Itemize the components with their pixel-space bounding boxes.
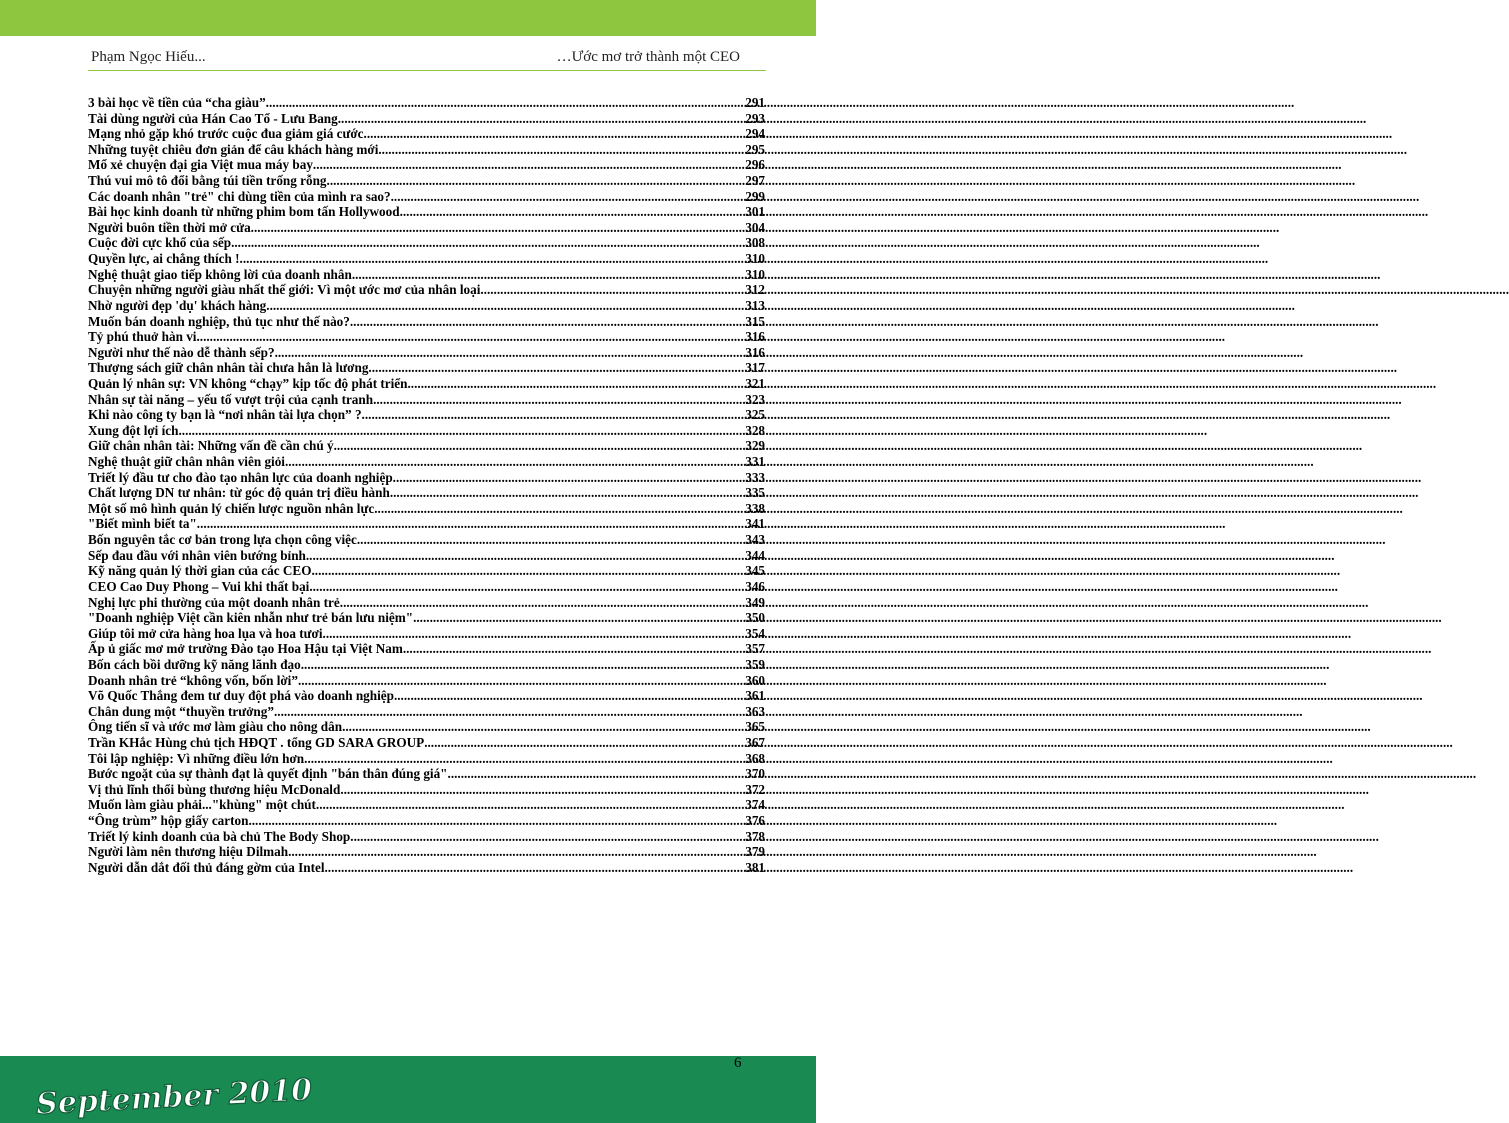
toc-entry-page: 381: [745, 859, 765, 875]
toc-entry[interactable]: [88, 813, 765, 829]
toc-entry[interactable]: [88, 392, 765, 408]
toc-dot-leader: [288, 844, 745, 860]
toc-entry[interactable]: [88, 595, 765, 611]
toc-entry[interactable]: [88, 126, 765, 142]
toc-dot-leader: [327, 173, 746, 189]
toc-entry-title: Khi nào công ty bạn là “nơi nhân tài lựa chọn” ?: [88, 407, 362, 423]
toc-dot-leader: [374, 501, 745, 517]
toc-dot-leader: [357, 532, 745, 548]
toc-dot-leader: [338, 111, 746, 127]
toc-entry-page: 310: [745, 251, 765, 267]
toc-dot-leader: [394, 688, 745, 704]
toc-entry[interactable]: [88, 173, 765, 189]
toc-entry-title: Thượng sách giữ chân nhân tài chưa hẳn là lương: [88, 360, 369, 376]
toc-entry[interactable]: [88, 657, 765, 673]
toc-dot-leader: [334, 438, 746, 454]
toc-entry[interactable]: [88, 673, 765, 689]
toc-entry[interactable]: [88, 844, 765, 860]
toc-entry-title: Ấp ủ giấc mơ mở trường Đào tạo Hoa Hậu tại Việt Nam: [88, 641, 403, 657]
toc-entry-page: 316: [745, 329, 765, 345]
toc-entry-title: Cuộc đời cực khổ của sếp: [88, 235, 232, 251]
toc-entry-page: 370: [745, 766, 765, 782]
toc-dot-leader: [424, 735, 745, 751]
toc-dot-leader: [240, 251, 746, 267]
toc-entry-page: 345: [745, 563, 765, 579]
toc-entry[interactable]: [88, 189, 765, 205]
header-divider: [88, 70, 766, 71]
toc-dot-leader: [400, 204, 746, 220]
toc-dot-leader: [306, 548, 745, 564]
toc-dot-leader: [340, 782, 745, 798]
toc-entry-title: Thú vui mô tô đổi bằng túi tiền trống rỗng: [88, 173, 327, 189]
toc-entry-page: 316: [745, 344, 765, 360]
toc-entry-title: Nghệ thuật giữ chân nhân viên giỏi: [88, 454, 285, 470]
toc-entry[interactable]: [88, 610, 765, 626]
toc-entry-page: 304: [745, 219, 765, 235]
toc-entry[interactable]: [88, 157, 765, 173]
toc-entry-page: 376: [745, 813, 765, 829]
toc-entry[interactable]: [88, 282, 765, 298]
toc-dot-leader: [368, 360, 745, 376]
toc-entry[interactable]: [88, 251, 765, 267]
header-author: Phạm Ngọc Hiếu...: [91, 49, 206, 65]
toc-entry-page: 368: [745, 750, 765, 766]
toc-entry[interactable]: [88, 111, 765, 127]
toc-entry[interactable]: [88, 782, 765, 798]
toc-entry-page: 361: [745, 688, 765, 704]
toc-entry-page: 308: [745, 235, 765, 251]
toc-entry-page: 315: [745, 313, 765, 329]
toc-dot-leader: [196, 329, 745, 345]
toc-entry-page: 349: [745, 594, 765, 610]
toc-entry[interactable]: [88, 95, 765, 111]
toc-entry-title: Sếp đau đầu với nhân viên bướng bỉnh: [88, 547, 306, 563]
toc-entry-page: 321: [745, 375, 765, 391]
toc-dot-leader: [362, 407, 746, 423]
top-color-band: [0, 0, 816, 36]
toc-dot-leader: [364, 126, 746, 142]
toc-entry-title: “Ông trùm” hộp giấy carton: [88, 813, 249, 829]
toc-entry-page: 296: [745, 157, 765, 173]
toc-dot-leader: [231, 235, 745, 251]
toc-entry[interactable]: [88, 751, 765, 767]
toc-entry[interactable]: [88, 579, 765, 595]
toc-entry-page: 360: [745, 672, 765, 688]
toc-entry-title: Vị thủ lĩnh thổi bùng thương hiệu McDonald: [88, 781, 341, 797]
toc-entry-page: 325: [745, 407, 765, 423]
toc-entry-page: 317: [745, 360, 765, 376]
toc-entry-title: Xung đột lợi ích: [88, 422, 179, 438]
toc-entry[interactable]: [88, 485, 765, 501]
toc-entry-title: Trần KHắc Hùng chủ tịch HĐQT . tổng GD SARA GROUP: [88, 734, 425, 750]
toc-entry-title: Triết lý đầu tư cho đào tạo nhân lực của doanh nghiệp: [88, 469, 393, 485]
toc-entry[interactable]: [88, 641, 765, 657]
toc-entry-page: 379: [745, 844, 765, 860]
toc-entry-page: 328: [745, 422, 765, 438]
toc-dot-leader: [352, 267, 745, 283]
toc-entry[interactable]: [88, 532, 765, 548]
toc-entry-title: Bốn cách bồi dưỡng kỹ năng lãnh đạo: [88, 656, 301, 672]
toc-entry[interactable]: [88, 735, 765, 751]
toc-entry-title: "Biết mình biết ta": [88, 516, 197, 532]
toc-dot-leader: [340, 595, 745, 611]
toc-dot-leader: [413, 610, 745, 626]
toc-entry[interactable]: [88, 220, 765, 236]
toc-entry-title: Kỹ năng quản lý thời gian của các CEO: [88, 563, 312, 579]
toc-entry-page: 346: [745, 578, 765, 594]
toc-entry-page: 294: [745, 126, 765, 142]
toc-entry-page: 331: [745, 454, 765, 470]
toc-entry-title: Muốn làm giàu phải..."khùng" một chút: [88, 797, 316, 813]
toc-dot-leader: [285, 454, 745, 470]
toc-dot-leader: [298, 673, 745, 689]
toc-dot-leader: [391, 189, 746, 205]
toc-entry-title: Mổ xẻ chuyện đại gia Việt mua máy bay: [88, 157, 313, 173]
toc-dot-leader: [403, 641, 745, 657]
toc-entry[interactable]: [88, 563, 765, 579]
toc-entry-page: 301: [745, 204, 765, 220]
toc-entry-title: Người dẫn dắt đối thủ đáng gờm của Intel: [88, 859, 325, 875]
toc-entry-page: 363: [745, 703, 765, 719]
toc-entry-title: CEO Cao Duy Phong – Vui khi thất bại: [88, 578, 310, 594]
toc-entry-page: 310: [745, 266, 765, 282]
toc-entry-title: Tỷ phú thuở hàn vi: [88, 329, 197, 345]
toc-entry-page: 297: [745, 173, 765, 189]
toc-entry-title: Muốn bán doanh nghiệp, thủ tục như thế nào?: [88, 313, 350, 329]
toc-dot-leader: [393, 470, 746, 486]
toc-entry-title: Tài dùng người của Hán Cao Tổ - Lưu Bang: [88, 110, 338, 126]
toc-entry-title: Nghị lực phi thường của một doanh nhân trẻ: [88, 594, 340, 610]
toc-dot-leader: [316, 797, 745, 813]
toc-entry[interactable]: [88, 438, 765, 454]
toc-entry[interactable]: [88, 376, 765, 392]
toc-dot-leader: [448, 766, 746, 782]
toc-dot-leader: [378, 142, 745, 158]
toc-entry-title: Nghệ thuật giao tiếp không lời của doanh nhân: [88, 266, 352, 282]
toc-entry-page: 323: [745, 391, 765, 407]
toc-entry[interactable]: [88, 407, 765, 423]
toc-entry-page: 372: [745, 781, 765, 797]
toc-dot-leader: [408, 376, 746, 392]
toc-dot-leader: [323, 626, 746, 642]
header-book-title: …Ước mơ trở thành một CEO: [556, 49, 740, 65]
toc-entry-title: Người làm nên thương hiệu Dilmah: [88, 844, 289, 860]
toc-entry-title: Nhờ người đẹp 'dụ' khách hàng: [88, 297, 267, 313]
toc-entry-title: Doanh nhân trẻ “không vốn, bốn lời”: [88, 672, 298, 688]
toc-entry-page: 313: [745, 297, 765, 313]
toc-entry-page: 291: [745, 95, 765, 110]
toc-entry-title: Các doanh nhân "trẻ" chi dùng tiền của mình ra sao?: [88, 188, 391, 204]
toc-entry-page: 365: [745, 719, 765, 735]
toc-entry[interactable]: [88, 501, 765, 517]
toc-entry[interactable]: [88, 360, 765, 376]
toc-entry-title: Mạng nhỏ gặp khó trước cuộc đua giảm giá cước: [88, 126, 364, 142]
toc-entry[interactable]: [88, 704, 765, 720]
toc-dot-leader: [313, 157, 745, 173]
toc-entry-page: 295: [745, 141, 765, 157]
table-of-contents: [88, 95, 765, 875]
toc-entry[interactable]: [88, 860, 765, 876]
toc-entry-page: 329: [745, 438, 765, 454]
toc-entry-title: Quyền lực, ai chẳng thích !: [88, 251, 240, 267]
toc-entry[interactable]: [88, 719, 765, 735]
toc-entry-title: "Doanh nghiệp Việt cần kiên nhẫn như trẻ bán lưu niệm": [88, 610, 414, 626]
toc-entry-title: Chất lượng DN tư nhân: từ góc độ quản trị điều hành: [88, 485, 390, 501]
toc-entry-page: 367: [745, 734, 765, 750]
toc-entry[interactable]: [88, 298, 765, 314]
toc-entry[interactable]: [88, 688, 765, 704]
toc-entry[interactable]: [88, 829, 765, 845]
toc-entry-page: 293: [745, 110, 765, 126]
toc-entry-title: Võ Quốc Thắng đem tư duy đột phá vào doanh nghiệp: [88, 688, 394, 704]
toc-entry-page: 333: [745, 469, 765, 485]
toc-entry[interactable]: [88, 345, 765, 361]
toc-dot-leader: [325, 860, 746, 876]
toc-entry-title: Chân dung một “thuyền trưởng”: [88, 703, 274, 719]
toc-entry-title: Giữ chân nhân tài: Những vấn đề cần chú ý: [88, 438, 334, 454]
toc-entry-title: Ông tiến sĩ và ước mơ làm giàu cho nông dân: [88, 719, 343, 735]
toc-entry[interactable]: [88, 329, 765, 345]
toc-dot-leader: [275, 345, 746, 361]
page-header: [88, 47, 740, 69]
toc-entry[interactable]: [88, 454, 765, 470]
toc-entry-title: Bốn nguyên tắc cơ bản trong lựa chọn công việc: [88, 532, 357, 548]
toc-entry-title: Bước ngoặt của sự thành đạt là quyết định "bán thân đúng giá": [88, 766, 448, 782]
toc-entry[interactable]: [88, 267, 765, 283]
toc-dot-leader: [178, 423, 745, 439]
september-2010-logo: [32, 1068, 313, 1123]
toc-entry-title: Chuyện những người giàu nhất thế giới: Vì một ước mơ của nhân loại: [88, 282, 481, 298]
toc-entry[interactable]: [88, 204, 765, 220]
toc-entry-page: 378: [745, 828, 765, 844]
toc-entry-title: Người như thế nào dễ thành sếp?: [88, 344, 275, 360]
toc-entry-title: Những tuyệt chiêu đơn giản để câu khách hàng mới: [88, 141, 379, 157]
toc-entry[interactable]: [88, 470, 765, 486]
toc-dot-leader: [304, 751, 745, 767]
toc-entry-page: 341: [745, 516, 765, 532]
toc-entry[interactable]: [88, 766, 765, 782]
toc-entry-title: 3 bài học về tiền của “cha giàu”: [88, 95, 266, 110]
toc-entry-title: Bài học kinh doanh từ những phim bom tấn Hollywood: [88, 204, 400, 220]
toc-entry-page: 357: [745, 641, 765, 657]
svg-text:September 2010: September 2010: [35, 1072, 313, 1123]
toc-entry-title: Người buôn tiền thời mở cửa: [88, 219, 251, 235]
toc-entry[interactable]: [88, 797, 765, 813]
toc-dot-leader: [342, 719, 745, 735]
toc-dot-leader: [373, 392, 745, 408]
toc-entry[interactable]: [88, 626, 765, 642]
toc-entry-title: Một số mô hình quản lý chiến lược nguồn nhân lực: [88, 500, 375, 516]
toc-entry-page: 354: [745, 625, 765, 641]
toc-dot-leader: [248, 813, 745, 829]
toc-dot-leader: [274, 704, 745, 720]
toc-entry-title: Triết lý kinh doanh của bà chủ The Body Shop: [88, 828, 351, 844]
toc-dot-leader: [309, 579, 745, 595]
toc-dot-leader: [251, 220, 746, 236]
toc-entry[interactable]: [88, 142, 765, 158]
toc-dot-leader: [266, 95, 746, 111]
toc-entry[interactable]: [88, 423, 765, 439]
toc-entry-page: 312: [745, 282, 765, 298]
toc-dot-leader: [197, 516, 745, 532]
toc-entry-title: Tôi lập nghiệp: Vì những điều lớn hơn: [88, 750, 305, 766]
toc-entry-title: Nhân sự tài năng – yếu tố vượt trội của cạnh tranh: [88, 391, 374, 407]
toc-entry-page: 335: [745, 485, 765, 501]
toc-entry-page: 350: [745, 610, 765, 626]
toc-dot-leader: [390, 485, 745, 501]
toc-entry[interactable]: [88, 548, 765, 564]
page-number: 6: [734, 1055, 742, 1071]
toc-entry-page: 359: [745, 656, 765, 672]
toc-entry-page: 344: [745, 547, 765, 563]
toc-entry[interactable]: [88, 235, 765, 251]
toc-dot-leader: [301, 657, 745, 673]
toc-entry-page: 343: [745, 532, 765, 548]
toc-entry-page: 299: [745, 188, 765, 204]
toc-entry-title: Giúp tôi mở cửa hàng hoa lụa và hoa tươi: [88, 625, 323, 641]
toc-dot-leader: [311, 563, 745, 579]
toc-entry-title: Quản lý nhân sự: VN không “chạy” kịp tốc độ phát triển: [88, 375, 408, 391]
toc-entry[interactable]: [88, 314, 765, 330]
toc-dot-leader: [266, 298, 745, 314]
toc-dot-leader: [480, 282, 745, 298]
toc-dot-leader: [350, 829, 745, 845]
toc-dot-leader: [350, 314, 745, 330]
toc-entry[interactable]: [88, 516, 765, 532]
toc-entry-page: 374: [745, 797, 765, 813]
toc-entry-page: 338: [745, 500, 765, 516]
